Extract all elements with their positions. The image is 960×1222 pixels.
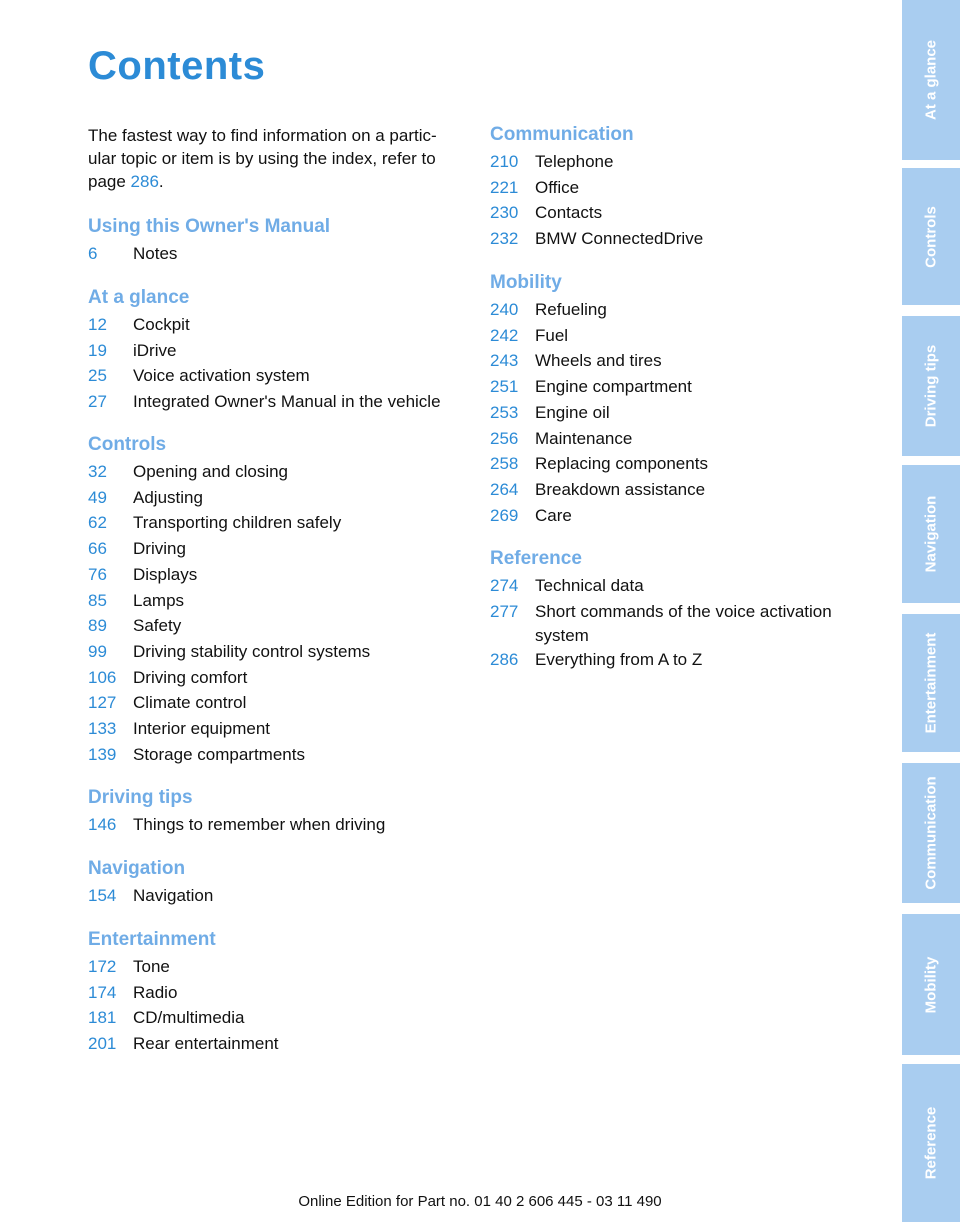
toc-page-number[interactable]: 251 bbox=[490, 377, 519, 397]
toc-entry-label: Adjusting bbox=[133, 487, 203, 507]
toc-page-number[interactable]: 76 bbox=[88, 564, 107, 584]
toc-page-number[interactable]: 133 bbox=[88, 719, 117, 738]
toc-entry-label: Climate control bbox=[133, 693, 247, 713]
toc-page-number[interactable]: 106 bbox=[88, 667, 117, 687]
chapter-tab-entertainment[interactable] bbox=[902, 614, 960, 752]
toc-entry-label: Replacing components bbox=[535, 454, 708, 474]
chapter-tab-mobility[interactable] bbox=[902, 914, 960, 1055]
toc-entry-label: CD/multimedia bbox=[133, 1008, 245, 1028]
toc-page-number[interactable]: 66 bbox=[88, 539, 107, 559]
chapter-tab-label: Entertainment bbox=[922, 632, 940, 734]
toc-page-number[interactable]: 274 bbox=[490, 576, 519, 595]
toc-page-number[interactable]: 230 bbox=[490, 203, 519, 223]
toc-page-number[interactable]: 277 bbox=[490, 601, 519, 621]
chapter-tab-controls[interactable] bbox=[902, 168, 960, 305]
toc-page-number[interactable]: 19 bbox=[88, 340, 107, 360]
chapter-tab-label: Communication bbox=[922, 776, 940, 890]
section-heading-driving-tips: Driving tips bbox=[88, 787, 193, 808]
toc-page-number[interactable]: 264 bbox=[490, 479, 519, 499]
chapter-tab-communication[interactable] bbox=[902, 763, 960, 903]
toc-entry-label: Rear entertainment bbox=[133, 1034, 279, 1054]
toc-page-number[interactable]: 181 bbox=[88, 1008, 117, 1028]
chapter-tab-driving-tips[interactable] bbox=[902, 316, 960, 456]
toc-entry-label: Engine oil bbox=[535, 402, 610, 422]
toc-page-number[interactable]: 12 bbox=[88, 315, 107, 334]
toc-entry-label: Displays bbox=[133, 564, 198, 584]
toc-entry-label: Office bbox=[535, 177, 580, 197]
toc-entry-label: Tone bbox=[133, 957, 170, 976]
toc-page-number[interactable]: 89 bbox=[88, 616, 107, 636]
chapter-tab-label: Mobility bbox=[922, 956, 940, 1013]
chapter-tab-navigation[interactable] bbox=[902, 465, 960, 603]
section-heading-controls: Controls bbox=[88, 434, 167, 455]
section-heading-using-this-owner-s-manual: Using this Owner's Manual bbox=[88, 216, 331, 237]
toc-page-number[interactable]: 243 bbox=[490, 351, 519, 371]
toc-page-number[interactable]: 32 bbox=[88, 462, 107, 481]
toc-page-number[interactable]: 221 bbox=[490, 177, 519, 197]
toc-page-number[interactable]: 99 bbox=[88, 641, 107, 661]
toc-entry-label: Wheels and tires bbox=[535, 351, 662, 371]
toc-entry-label: Care bbox=[535, 505, 572, 525]
toc-entry-label: Driving comfort bbox=[133, 667, 248, 687]
toc-page-number[interactable]: 210 bbox=[490, 152, 519, 171]
toc-entry-label: Things to remember when driving bbox=[133, 815, 386, 834]
toc-entry-label: Voice activation system bbox=[133, 366, 310, 386]
toc-entry-label: Breakdown assistance bbox=[535, 479, 706, 499]
toc-page-number[interactable]: 139 bbox=[88, 744, 117, 764]
toc-page-number[interactable]: 242 bbox=[490, 325, 519, 345]
toc-entry-label: Engine compartment bbox=[535, 377, 692, 397]
chapter-tab-label: Controls bbox=[922, 205, 940, 268]
section-heading-navigation: Navigation bbox=[88, 858, 186, 879]
toc-entry-label: Short commands of the voice activation system bbox=[535, 601, 832, 645]
toc-page-number[interactable]: 269 bbox=[490, 505, 519, 525]
toc-entry-label: Refueling bbox=[535, 300, 607, 319]
toc-entry-label: Transporting children safely bbox=[133, 513, 342, 533]
toc-entry-label: Integrated Owner's Manual in the vehicle bbox=[133, 392, 441, 412]
toc-entry-label: Cockpit bbox=[133, 315, 190, 334]
chapter-tab-label: Reference bbox=[922, 1106, 940, 1180]
toc-page-number[interactable]: 240 bbox=[490, 300, 519, 319]
chapter-tab-at-a-glance[interactable] bbox=[902, 0, 960, 160]
toc-entry-label: iDrive bbox=[133, 340, 177, 360]
toc-entry-label: Interior equipment bbox=[133, 719, 271, 738]
toc-page-number[interactable]: 146 bbox=[88, 815, 117, 834]
toc-page-number[interactable]: 49 bbox=[88, 487, 107, 507]
toc-page-number[interactable]: 232 bbox=[490, 229, 519, 249]
toc-page-number[interactable]: 253 bbox=[490, 402, 519, 422]
page-title: Contents bbox=[88, 44, 266, 88]
toc-entry-label: BMW ConnectedDrive bbox=[535, 229, 704, 249]
toc-page-number[interactable]: 62 bbox=[88, 513, 107, 533]
toc-page-number[interactable]: 154 bbox=[88, 886, 117, 905]
toc-entry-label: Telephone bbox=[535, 152, 614, 171]
section-heading-mobility: Mobility bbox=[490, 272, 562, 293]
section-heading-reference: Reference bbox=[490, 548, 582, 569]
toc-entry-label: Contacts bbox=[535, 203, 603, 223]
toc-entry-label: Radio bbox=[133, 982, 178, 1002]
toc-entry-label: Driving bbox=[133, 539, 186, 559]
toc-entry-label: Notes bbox=[133, 244, 178, 263]
toc-entry-label: Technical data bbox=[535, 576, 644, 595]
toc-page-number[interactable]: 85 bbox=[88, 590, 107, 610]
toc-page-number[interactable]: 174 bbox=[88, 982, 117, 1002]
toc-page-number[interactable]: 172 bbox=[88, 957, 117, 976]
chapter-tabs-sidebar bbox=[902, 0, 960, 1222]
toc-entry-label: Navigation bbox=[133, 886, 214, 905]
section-heading-communication: Communication bbox=[490, 124, 634, 145]
toc-entry-label: Driving stability control systems bbox=[133, 641, 371, 661]
toc-page-number[interactable]: 27 bbox=[88, 392, 107, 412]
section-heading-at-a-glance: At a glance bbox=[88, 287, 190, 308]
intro-text-end: . bbox=[158, 172, 164, 191]
section-heading-entertainment: Entertainment bbox=[88, 929, 216, 950]
toc-page-number[interactable]: 201 bbox=[88, 1034, 117, 1054]
toc-entry-label: Fuel bbox=[535, 325, 569, 345]
toc-entry-label: Maintenance bbox=[535, 428, 633, 448]
toc-page-number[interactable]: 286 bbox=[490, 650, 519, 670]
intro-paragraph bbox=[88, 124, 463, 193]
toc-page-number[interactable]: 258 bbox=[490, 454, 519, 474]
chapter-tab-label: Driving tips bbox=[922, 344, 940, 428]
toc-entry-label: Everything from A to Z bbox=[535, 650, 703, 670]
toc-entry-label: Safety bbox=[133, 616, 182, 636]
toc-page-number[interactable]: 6 bbox=[88, 244, 98, 263]
footer-edition-text: Online Edition for Part no. 01 40 2 606 445 - 03 11 490 bbox=[298, 1193, 662, 1210]
chapter-tab-label: At a glance bbox=[922, 39, 940, 121]
toc-page-number[interactable]: 127 bbox=[88, 693, 117, 713]
chapter-tab-label: Navigation bbox=[922, 495, 940, 573]
toc-page-number[interactable]: 25 bbox=[88, 366, 107, 386]
toc-entry-label: Storage compartments bbox=[133, 744, 305, 764]
toc-page-number[interactable]: 256 bbox=[490, 428, 519, 448]
toc-entry-label: Opening and closing bbox=[133, 462, 289, 481]
toc-entry-label: Lamps bbox=[133, 590, 185, 610]
intro-text: The fastest way to find information on a partic-ular topic or item is by using the index, refer to page bbox=[88, 126, 437, 191]
index-page-link[interactable]: 286 bbox=[130, 172, 159, 191]
